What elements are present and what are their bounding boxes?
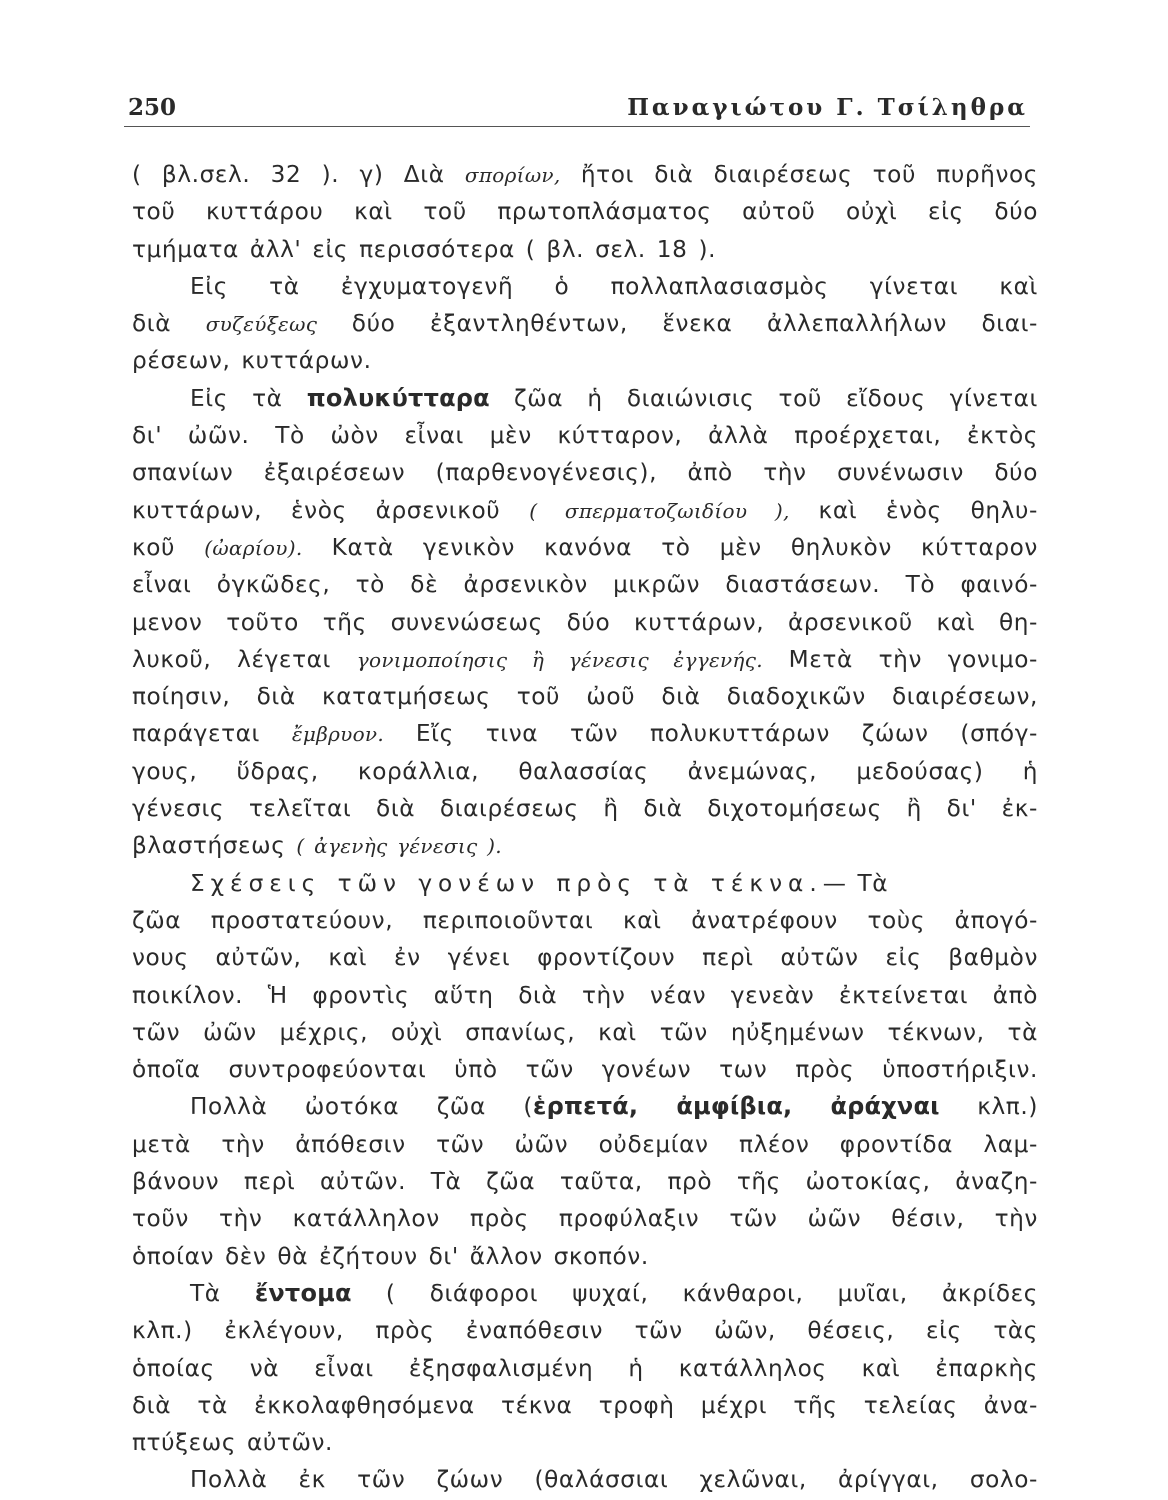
text-line: βάνουν περὶ αὐτῶν. Τὰ ζῶα ταῦτα, πρὸ τῆς ὠοτοκίας, ἀναζη- [132,1168,1038,1196]
text-line: κυττάρων, ἑνὸς ἀρσενικοῦ ( σπερματοζωιδίου ), καὶ ἑνὸς θηλυ- [132,496,1038,524]
text-line: ρέσεων, κυττάρων. [132,347,372,375]
text-line: δι' ὠῶν. Τὸ ὠὸν εἶναι μὲν κύτταρον, ἀλλὰ προέρχεται, ἐκτὸς [132,422,1038,450]
text-line: ὁποίας νὰ εἶναι ἐξησφαλισμένη ἡ κατάλληλος καὶ ἐπαρκὴς [132,1354,1038,1382]
page-number: 250 [128,94,177,121]
text-line: λυκοῦ, λέγεται γονιμοποίησις ἢ γένεσις ἐγγενής. Μετὰ τὴν γονιμο- [132,645,1038,673]
text-line: εἶναι ὀγκῶδες, τὸ δὲ ἀρσενικὸν μικρῶν διαστάσεων. Τὸ φαινό- [132,571,1038,599]
text-line: τμήματα ἀλλ' εἰς περισσότερα ( βλ. σελ. 18 ). [132,235,717,263]
text-line: τοῦ κυττάρου καὶ τοῦ πρωτοπλάσματος αὐτοῦ οὐχὶ εἰς δύο [132,198,1038,226]
text-line: ζῶα προστατεύουν, περιποιοῦνται καὶ ἀνατρέφουν τοὺς ἀπογό- [132,906,1038,934]
page-header [124,92,1030,127]
text-line: νους αὐτῶν, καὶ ἐν γένει φροντίζουν περὶ αὐτῶν εἰς βαθμὸν [132,944,1038,972]
text-line: κοῦ (ὠαρίου). Κατὰ γενικὸν κανόνα τὸ μὲν θηλυκὸν κύτταρον [132,533,1038,561]
text-line: διὰ συζεύξεως δύο ἐξαντληθέντων, ἕνεκα ἀλλεπαλλήλων διαι- [132,310,1038,338]
text-line: Τὰ ἔντομα ( διάφοροι ψυχαί, κάνθαροι, μυῖαι, ἀκρίδες [190,1278,1038,1307]
text-line: ὁποῖα συντροφεύονται ὑπὸ τῶν γονέων των πρὸς ὑποστήριξιν. [132,1056,1038,1084]
text-line: Εἰς τὰ ἐγχυματογενῆ ὁ πολλαπλασιασμὸς γίνεται καὶ [190,272,1038,300]
text-line: ποικίλον. Ἡ φροντὶς αὕτη διὰ τὴν νέαν γενεὰν ἐκτείνεται ἀπὸ [132,981,1038,1009]
text-line: τῶν ὠῶν μέχρις, οὐχὶ σπανίως, καὶ τῶν ηὐξημένων τέκνων, τὰ [132,1018,1038,1046]
text-line: γους, ὕδρας, κοράλλια, θαλασσίας ἀνεμώνας, μεδούσας) ἡ [132,757,1038,785]
text-line: Πολλὰ ὠοτόκα ζῶα (ἑρπετά, ἀμφίβια, ἀράχναι κλπ.) [190,1092,1038,1121]
text-line: ποίησιν, διὰ κατατμήσεως τοῦ ὠοῦ διὰ διαδοχικῶν διαιρέσεων, [132,683,1038,711]
text-line: σπανίων ἐξαιρέσεων (παρθενογένεσις), ἀπὸ τὴν συνένωσιν δύο [132,459,1038,487]
text-line: ( βλ.σελ. 32 ). γ) Διὰ σπορίων, ἤτοι διὰ διαιρέσεως τοῦ πυρῆνος [132,161,1038,188]
text-line: κλπ.) ἐκλέγουν, πρὸς ἐναπόθεσιν τῶν ὠῶν, θέσεις, εἰς τὰς [132,1317,1038,1345]
text-line: μετὰ τὴν ἀπόθεσιν τῶν ὠῶν οὐδεμίαν πλέον φροντίδα λαμ- [132,1130,1038,1158]
text-line: μενον τοῦτο τῆς συνενώσεως δύο κυττάρων, ἀρσενικοῦ καὶ θη- [132,608,1038,636]
text-line: τοῦν τὴν κατάλληλον πρὸς προφύλαξιν τῶν ὠῶν θέσιν, τὴν [132,1205,1038,1233]
section-heading: Σχέσεις τῶν γονέων πρὸς τὰ τέκνα. [190,869,823,897]
text-line: Εἰς τὰ πολυκύτταρα ζῶα ἡ διαιώνισις τοῦ εἴδους γίνεται [190,383,1038,412]
text-line: πτύξεως αὐτῶν. [132,1429,333,1457]
text-line: παράγεται ἔμβρυον. Εἴς τινα τῶν πολυκυττάρων ζώων (σπόγ- [132,720,1038,748]
body-text [132,156,1038,1499]
text-line: ὁποίαν δὲν θὰ ἐζήτουν δι' ἄλλον σκοπόν. [132,1242,649,1270]
running-head: Παναγιώτου Γ. Τσίληθρα [627,94,1028,121]
section-heading-line: Σχέσεις τῶν γονέων πρὸς τὰ τέκνα.— Τὰ [190,869,889,897]
text-line: διὰ τὰ ἐκκολαφθησόμενα τέκνα τροφὴ μέχρι τῆς τελείας ἀνα- [132,1391,1038,1419]
text-line: γένεσις τελεῖται διὰ διαιρέσεως ἢ διὰ διχοτομήσεως ἢ δι' ἐκ- [132,795,1038,823]
text-line: βλαστήσεως ( ἀγενὴς γένεσις ). [132,832,502,860]
text-line: Πολλὰ ἐκ τῶν ζώων (θαλάσσιαι χελῶναι, ἀρίγγαι, σολο- [190,1466,1038,1494]
